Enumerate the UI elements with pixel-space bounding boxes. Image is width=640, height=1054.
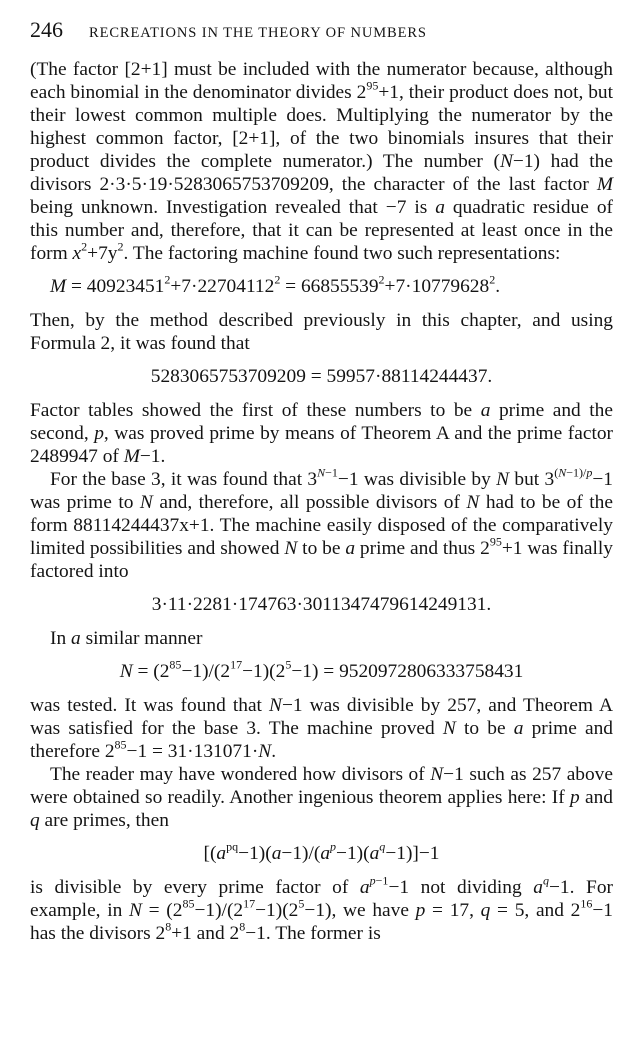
paragraph-was-tested: was tested. It was found that N−1 was divisible by 257, and Theorem A was satisfied for the base 3. The machine proved N to be a prime and therefore $2^{85}-1 = 31\cdot 131071\cdot N$. [30,695,613,762]
paragraph-method: Then, by the method described previously in this chapter, and using Formula 2, it was found that [30,310,613,354]
paragraph-factor-tables: Factor tables showed the first of these numbers to be a prime and the second, p, was proved prime by means of Theorem A and the prime factor 2489947 of M−1. [30,400,613,467]
paragraph-reader-wondered: The reader may have wondered how divisors of N−1 such as 257 above were obtained so readily. Another ingenious theorem applies here: If p and q are primes, then [30,764,613,831]
page-number: 246 [30,17,63,42]
formula-theorem-expression: $[(a^{pq}-1)(a-1)/(a^p-1)(a^q-1)]-1$ [203,839,440,864]
formula-m-representations: $M = 40923451^2+7\cdot 22704112^2 = 66855539^2+7\cdot 10779628^2$. [50,272,501,297]
formula-factorization-2-95: 3·11·2281·174763·3011347479614249131. [151,594,492,615]
paragraph-similar-manner: In a similar manner [50,628,203,649]
formula-factorization-m: 5283065753709209 = 59957·88114244437. [150,366,493,387]
paragraph-divisible-example: is divisible by every prime factor of $a^{p-1}-1$ not dividing $a^q-1$. For example, in $N = (2^{85}-1)/(2^{17}-1)(2^5-1)$, we have p = 17, q = 5, and $2^{16}-1$ has the divisors $2^8+1$ and $2^8-1$. The former is [30,873,613,944]
formula-n-definition: $N = (2^{85}-1)/(2^{17}-1)(2^5-1) = 9520972806333758431$ [119,657,524,682]
paragraph-factor-note: (The factor [2+1] must be included with the numerator because, although each binomial in the denominator divides $2^{95}+1$, their product does not, but their lowest common multiple does. Multiplying the numerator by the highest common factor, [2+1], of the two binomials insures that their product divides the complete numerator.) The number (N−1) had the divisors 2·3·5·19·5283065753709209, the character of the last factor M being unknown. Investigation revealed that −7 is a quadratic residue of this number and, therefore, that it can be represented at least once in the form $x^2+7y^2$. The factoring machine found two such representations: [30,59,613,264]
running-head [30,18,613,48]
paragraph-base-3: For the base 3, it was found that $3^{N-1}-1$ was divisible by N but $3^{(N-1)/p}-1$ was prime to N and, therefore, all possible divisors of N had to be of the form 88114244437x+1. The machine easily disposed of the comparatively limited possibilities and showed N to be a prime and thus $2^{95}+1$ was finally factored into [30,465,613,582]
running-title: RECREATIONS IN THE THEORY OF NUMBERS [89,25,427,41]
